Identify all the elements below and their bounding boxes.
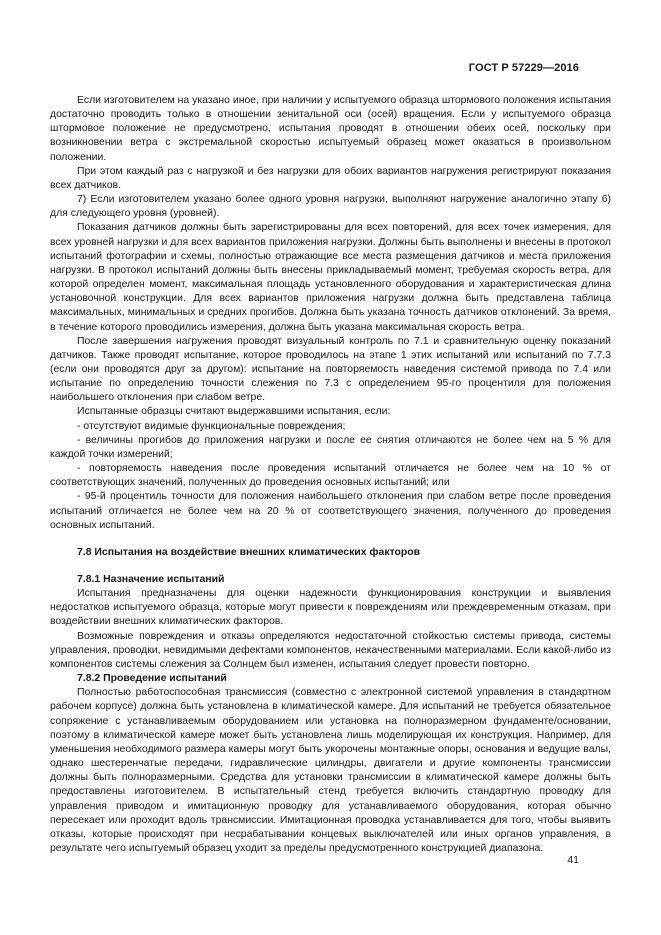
list-item: - отсутствуют видимые функциональные повреждения; xyxy=(77,420,346,432)
paragraph: При этом каждый раз с нагрузкой и без нагрузки для обоих вариантов нагружения регистрируют показания всех датчиков. xyxy=(50,165,611,191)
paragraph: Если изготовителем на указано иное, при наличии у испытуемого образца штормового положения испытания достаточно проводить только в отношении зенитальной оси (осей) вращения. Если у испытуемого образца штормовое положение не предусмотрено, испытания проводят в отношении обеих осей, поскольку при возникновении ветра с экстремальной скоростью испытуемый образец может оказаться в произвольном положении. xyxy=(50,95,611,163)
subsection-heading: 7.8.2 Проведение испытаний xyxy=(77,673,227,685)
section-heading: 7.8 Испытания на воздействие внешних климатических факторов xyxy=(77,546,421,558)
paragraph: Возможные повреждения и отказы определяются недостаточной стойкостью системы привода, системы управления, проводки, невидимыми дефектами компонентов, некачественными материалами. Если какой-либо из компонентов системы слежения за Солнцем был изменен, испытания следует провести повторно. xyxy=(50,630,611,670)
paragraph: После завершения нагружения проводят визуальный контроль по 7.1 и сравнительную оценку показаний датчиков. Также проводят испытание, которое проводилось на этапе 1 этих испытаний или испытаний по 7.7.3 (если они проводятся друг за другом): испытание на повторяемость наведения системой привода по 7.4 или испытание по определению точности слежения по 7.3 с определением 95-го процентиля для положения наибольшего отклонения при слабом ветре. xyxy=(50,335,611,404)
paragraph: Испытания предназначены для оценки надежности функционирования конструкции и выявления недостатков испытуемого образца, которые могут привести к повреждениям или преждевременным отказам, при воздействии внешних климатических факторов. xyxy=(50,588,611,628)
paragraph: Испытанные образцы считают выдержавшими испытания, если: xyxy=(77,406,391,418)
paragraph: 7) Если изготовителем указано более одного уровня нагрузки, выполняют нагружение аналогично этапу 6) для следующего уровня (уровней). xyxy=(50,194,611,220)
document-standard-id: ГОСТ Р 57229—2016 xyxy=(468,62,579,74)
paragraph: Полностью работоспособная трансмиссия (совместно с электронной системой управления в стандартном рабочем корпусе) должна быть установлена в климатической камере. Для испытаний не требуется обязательное сопряжение с устанавливаемым оборудованием или установка на полноразмерном фундаменте/основании, поэтому в климатической камере может быть установлена лишь моделирующая их конструкция. Например, для уменьшения необходимого размера камеры могут быть укорочены монтажные опоры, основания и ведущие валы, однако шестеренчатые передачи, гидравлические цилиндры, двигатели и другие компоненты трансмиссии должны быть полноразмерными. Средства для установки трансмиссии в климатической камере должны быть предоставлены изготовителем. В испытательный стенд требуется включить стандартную проводку для управления приводом и имитационную проводку для устанавливаемого оборудования, которая обычно пересекает или проходит вдоль трансмиссии. Имитационная проводка устанавливается для того, чтобы выявить отказы, которые происходят при несрабатывании концевых выключателей или иных органов управления, в результате чего испытуемый образец уходит за пределы предусмотренного конструкцией диапазона. xyxy=(50,687,611,854)
list-item: - повторяемость наведения после проведения испытаний отличается не более чем на 10 % от соответствующих значений, полученных до проведения основных испытаний; или xyxy=(50,463,611,489)
subsection-heading: 7.8.1 Назначение испытаний xyxy=(77,574,225,585)
list-item: - величины прогибов до приложения нагрузки и после ее снятия отличаются не более чем на 5 % для каждой точки измерений; xyxy=(50,434,611,460)
page-body xyxy=(50,94,611,856)
list-item: - 95-й процентиль точности для положения наибольшего отклонения при слабом ветре после проведения испытаний отличается не более чем на 20 % от соответствующего значения, полученного до проведения основных испытаний. xyxy=(50,491,611,531)
page-number: 41 xyxy=(567,854,579,866)
paragraph: Показания датчиков должны быть зарегистрированы для всех повторений, для всех точек измерения, для всех уровней нагрузки и для всех вариантов приложения нагрузки. Должны быть выполнены и внесены в протокол испытаний фотографии и схемы, полностью отражающие все места размещения датчиков и места приложения нагрузки. В протокол испытаний должны быть внесены прикладываемый момент, требуемая скорость ветра, для которой определен момент, максимальная площадь установленного оборудования и характеристическая длина установочной конструкции. Для всех вариантов приложения нагрузки должна быть представлена таблица максимальных, минимальных и средних прогибов. Должна быть указана точность датчиков отклонений. За время, в течение которого проводились измерения, должна быть указана максимальная скорость ветра. xyxy=(50,222,611,333)
